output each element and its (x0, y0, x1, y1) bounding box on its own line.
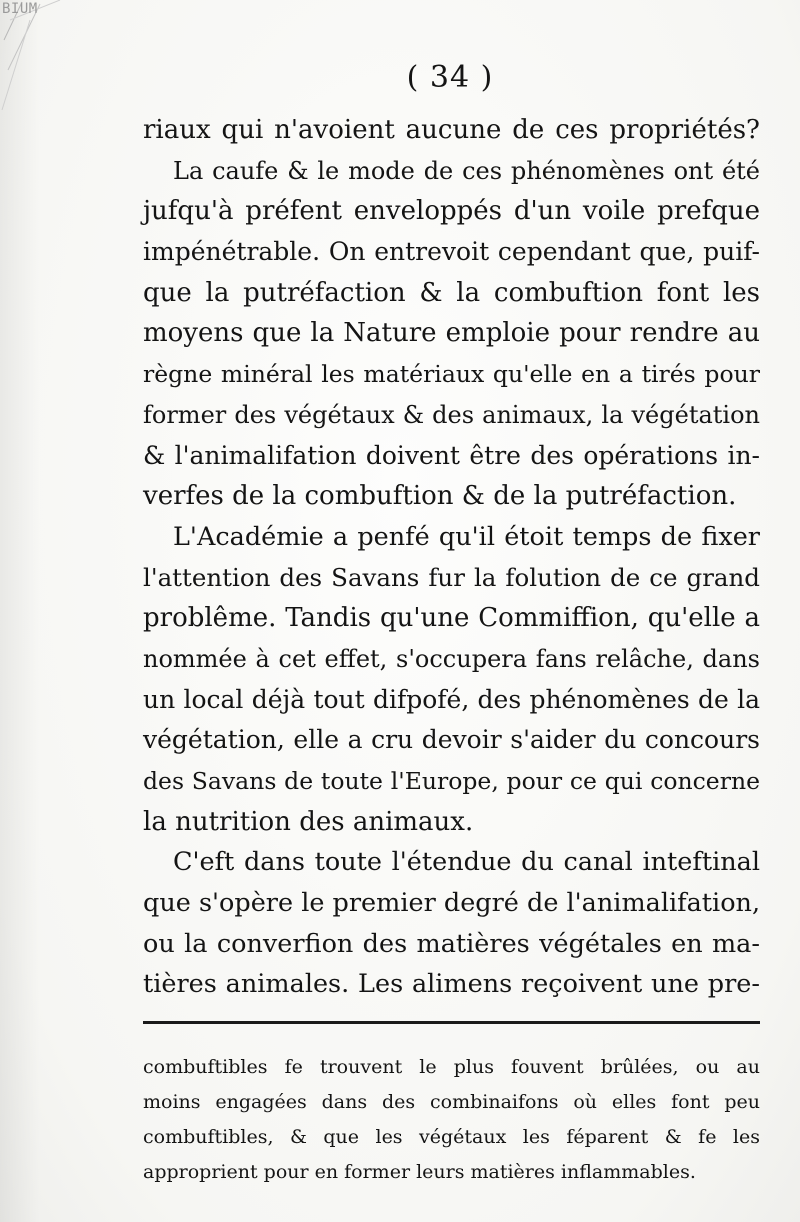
text-line: problême. Tandis qu'une Commiffion, qu'elle a (143, 603, 760, 634)
text-line: jufqu'à préfent enveloppés d'un voile prefque (143, 196, 760, 227)
footnote (143, 1050, 760, 1190)
footnote-rule (143, 1021, 760, 1024)
footnote-line: combuftibles, & que les végétaux les féparent & fe les (143, 1126, 760, 1148)
text-line: verfes de la combuftion & de la putréfaction. (143, 481, 737, 512)
text-line: nommée à cet effet, s'occupera fans relâche, dans (143, 644, 760, 673)
text-line: & l'animalifation doivent être des opérations in- (143, 440, 760, 470)
text-line: un local déjà tout difpofé, des phénomènes de la (143, 684, 760, 714)
text-line: règne minéral les matériaux qu'elle en a tirés pour (143, 360, 760, 389)
text-line: riaux qui n'avoient aucune de ces propriétés? (143, 115, 760, 145)
text-line: L'Académie a penfé qu'il étoit temps de fixer (173, 521, 760, 552)
text-line: La caufe & le mode de ces phénomènes ont été (173, 156, 760, 185)
text-line: ou la converfion des matières végétales en ma- (143, 928, 760, 959)
footnote-line: approprient pour en former leurs matières inflammables. (143, 1161, 696, 1183)
page-number: ( 34 ) (406, 60, 494, 95)
text-line: que s'opère le premier degré de l'animalifation, (143, 888, 761, 919)
text-line: que la putréfaction & la combuftion font les (143, 277, 760, 308)
main-text (143, 110, 760, 1005)
text-line: former des végétaux & des animaux, la végétation (143, 400, 760, 429)
text-line: la nutrition des animaux. (143, 806, 474, 837)
text-line: C'eft dans toute l'étendue du canal inteftinal (173, 847, 760, 878)
text-line: tières animales. Les alimens reçoivent une pre- (143, 969, 760, 1000)
text-line: des Savans de toute l'Europe, pour ce qui concerne (143, 767, 760, 795)
library-watermark: BIUM (2, 1, 38, 17)
footnote-line: moins engagées dans des combinaifons où elles font peu (143, 1091, 760, 1113)
text-line: impénétrable. On entrevoit cependant que, puif- (143, 237, 760, 267)
text-line: moyens que la Nature emploie pour rendre au (143, 318, 760, 349)
text-line: l'attention des Savans fur la folution de ce grand (143, 562, 760, 592)
footnote-line: combuftibles fe trouvent le plus fouvent brûlées, ou au (143, 1056, 760, 1078)
text-line: végétation, elle a cru devoir s'aider du concours (143, 725, 760, 755)
